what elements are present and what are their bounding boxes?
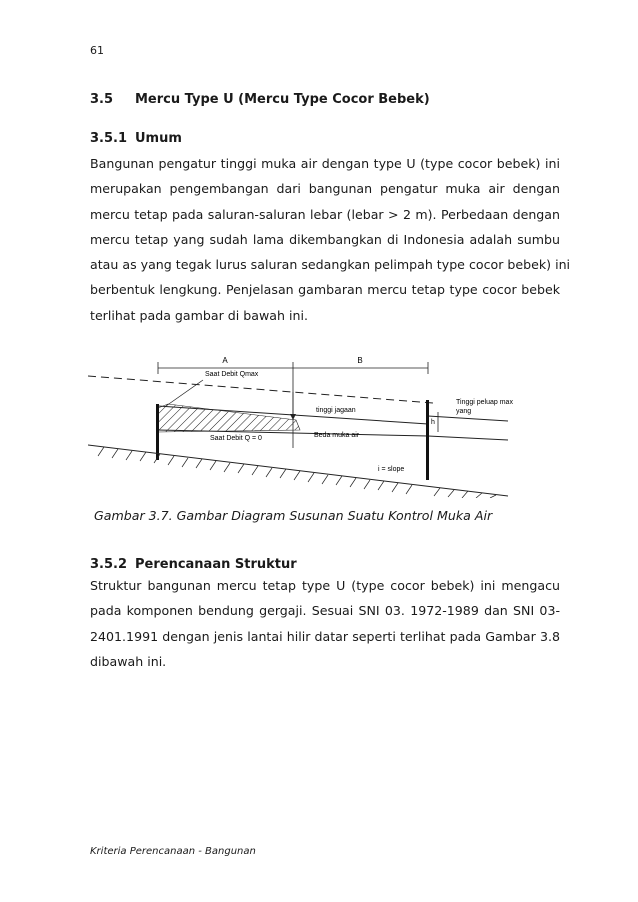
label-a: A [222, 356, 228, 365]
label-yang: yang [456, 408, 472, 415]
paragraph-line: Bangunan pengatur tinggi muka air dengan type U (type cocor bebek) ini [90, 156, 560, 171]
subsection-heading-perencanaan [90, 557, 297, 572]
page-footer: Kriteria Perencanaan - Bangunan [90, 846, 256, 857]
downstream-lower-line [428, 436, 508, 440]
subsection-title: Umum [135, 131, 182, 146]
paragraph-umum [90, 151, 571, 328]
water-level-control-diagram [88, 348, 528, 498]
subsection-number: 3.5.1 [90, 131, 128, 146]
upstream-wall [156, 404, 159, 460]
label-qmax: Saat Debit Qmax [205, 371, 259, 378]
paragraph-line: atau as yang tegak lurus saluran sedangkan pelimpah type cocor bebek) ini [90, 257, 571, 273]
label-q0: Saat Debit Q = 0 [210, 435, 262, 442]
paragraph-line: merupakan pengembangan dari bangunan pengatur muka air dengan [90, 181, 560, 197]
label-h: h [431, 419, 435, 426]
subsection-title: Perencanaan Struktur [135, 557, 297, 572]
paragraph-perencanaan [90, 573, 560, 674]
label-tinggi-jagaan: tinggi jagaan [316, 407, 356, 414]
paragraph-line: 2401.1991 dengan jenis lantai hilir datar seperti terlihat pada Gambar 3.8 [90, 628, 560, 644]
paragraph-line: dibawah ini. [90, 653, 167, 669]
paragraph-line: pada komponen bendung gergaji. Sesuai SNI 03. 1972-1989 dan SNI 03- [90, 603, 560, 619]
hatched-water-region [158, 404, 300, 432]
figure-caption: Gambar 3.7. Gambar Diagram Susunan Suatu Kontrol Muka Air [94, 508, 493, 523]
paragraph-line: mercu tetap yang sudah lama dikembangkan di Indonesia adalah sumbu [90, 231, 560, 247]
label-tinggi-peluap: Tinggi peluap max [456, 399, 513, 406]
channel-bed [88, 445, 508, 496]
subsection-number: 3.5.2 [90, 557, 128, 572]
page-number: 61 [90, 44, 104, 57]
section-heading [90, 92, 430, 107]
diagram-svg [88, 348, 528, 498]
label-beda-muka-air: Beda muka air [314, 432, 360, 439]
subsection-heading-umum [90, 131, 182, 146]
paragraph-line: terlihat pada gambar di bawah ini. [90, 307, 308, 323]
paragraph-line: Struktur bangunan mercu tetap type U (type cocor bebek) ini mengacu [90, 578, 560, 593]
label-slope: i = slope [378, 466, 405, 473]
paragraph-line: berbentuk lengkung. Penjelasan gambaran mercu tetap type cocor bebek [90, 282, 560, 298]
section-number: 3.5 [90, 92, 114, 107]
label-b: B [357, 356, 363, 365]
downstream-wall [426, 400, 429, 480]
qmax-water-line [88, 376, 433, 403]
paragraph-line: mercu tetap pada saluran-saluran lebar (lebar > 2 m). Perbedaan dengan [90, 206, 560, 222]
section-title: Mercu Type U (Mercu Type Cocor Bebek) [135, 92, 430, 107]
downstream-water-line [428, 416, 508, 421]
